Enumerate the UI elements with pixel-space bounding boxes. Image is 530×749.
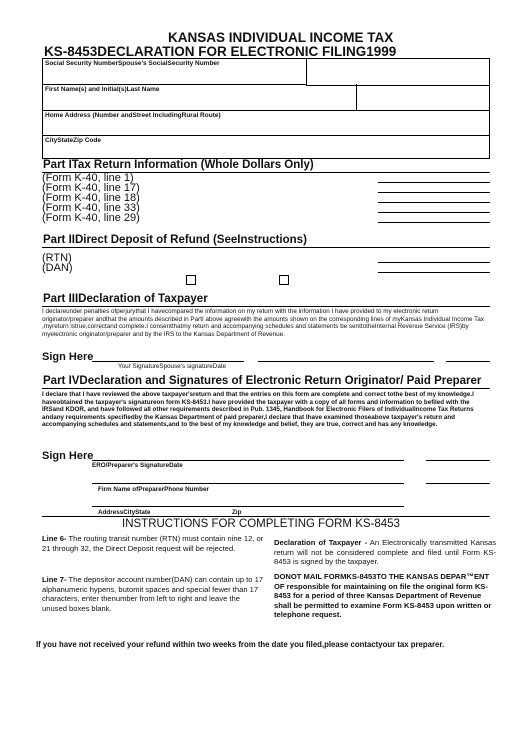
taxpayer-info-box xyxy=(42,58,490,159)
instructions-heading: INSTRUCTIONS FOR COMPLETING FORM KS-8453 xyxy=(122,518,400,530)
taxpayer-sign-here: Sign Here xyxy=(42,351,94,363)
last-name-field[interactable] xyxy=(356,84,490,111)
amount-field-3[interactable] xyxy=(378,202,490,203)
line-17-label: (Form K-40, line 17) xyxy=(42,182,140,194)
firm-caption: Firm Name ofPreparerPhone Number xyxy=(98,486,209,493)
preparer-sign-here: Sign Here xyxy=(42,450,94,462)
ero-date-line[interactable] xyxy=(426,460,490,461)
amount-field-2[interactable] xyxy=(378,192,490,193)
name-label: First Name(s) and Initial(s)Last Name xyxy=(45,86,160,93)
part1-heading: Part ITax Return Information (Whole Dollars Only) xyxy=(43,159,314,171)
taxpayer-signature-line[interactable] xyxy=(92,361,244,362)
rtn-field[interactable] xyxy=(378,262,490,263)
line6-label: Line 6- xyxy=(42,534,67,543)
line6-text: The routing transit number (RTN) must contain nine 12, or 21 through 32, the Direct Deposit request will be rejected. xyxy=(42,534,264,553)
line-29-label: (Form K-40, line 29) xyxy=(42,212,140,224)
declaration-text: An Electronically transmitted Kansas return will not be considered complete and filed until Form KS-8453 is signed by the taxpayer. xyxy=(274,538,496,566)
spouse-signature-line[interactable] xyxy=(258,361,434,362)
part3-rule xyxy=(42,306,490,307)
name-field[interactable] xyxy=(42,84,357,111)
form-title: KANSAS INDIVIDUAL INCOME TAX xyxy=(168,30,394,45)
checking-checkbox[interactable] xyxy=(186,275,196,285)
phone-line[interactable] xyxy=(426,483,490,484)
line-33-label: (Form K-40, line 33) xyxy=(42,202,140,214)
address-label: Home Address (Number andStreet IncludingRural Route) xyxy=(45,112,221,119)
part3-heading: Part IIIDeclaration of Taxpayer xyxy=(43,293,208,305)
ssn-label: Social Security NumberSpouse's SocialSecurity Number xyxy=(45,60,220,67)
ero-caption: ERO/Preparer's SignatureDate xyxy=(92,462,183,469)
line7-label: Line 7- xyxy=(42,575,67,584)
taxpayer-sig-caption: Your SignatureSpouse's signatureDate xyxy=(118,363,227,370)
part4-declaration-text: I declare that I have reviewed the above taxpayer'sreturn and that the entries on this form are complete and correct tothe best of my knowledge.I haveobtained the taxpayer's signatureon form KS-8453.I have provided the taxpayer with a copy of all forms and information to befiled with the IRSand KDOR, and have followed all other requirements described in Pub. 1345, Handbook for Electronic Filers of IndividualIncome Tax Returns andany requirements specifiedby the Kansas Department of paid preparer,I declare that Ihave examined thoseabove taxpayer's return and accompanying schedules and statements,and to the best of my knowledge and belief, they are true, correct and has any knowledge. xyxy=(42,391,474,429)
part4-rule xyxy=(42,388,490,389)
ssn-field[interactable] xyxy=(42,58,307,85)
refund-footer-note: If you have not received your refund within two weeks from the date you filed,please contactyour tax preparer. xyxy=(36,640,445,649)
declaration-label: Declaration of Taxpayer - xyxy=(274,538,368,547)
line6-instruction xyxy=(42,534,264,553)
rtn-label: (RTN) xyxy=(42,252,72,264)
zip-caption: Zip xyxy=(232,509,242,516)
dan-label: (DAN) xyxy=(42,262,73,274)
line-1-label: (Form K-40, line 1) xyxy=(42,172,134,184)
amount-field-5[interactable] xyxy=(378,222,490,223)
declaration-instruction xyxy=(274,538,496,567)
part3-declaration-text: I declareunder penalties ofperjurythat I havecompared the information on my return with the information I have provided to my electronic return originator/preparer andthat the amounts described in PartI above agreewith the amounts shown on the corresponding lines of myKansas Individual Income Tax ,myreturn istrue,correctand complete.I consentthatmy return and accompanying schedules and statements be senttotheInternal Revenue Service (IRS)by myelectronic originator/preparer and by the IRS to the Kansas Department of Revenue. xyxy=(42,308,484,338)
taxpayer-date-line[interactable] xyxy=(446,361,490,362)
firm-name-line[interactable] xyxy=(92,483,404,484)
dan-field[interactable] xyxy=(378,272,490,273)
savings-checkbox[interactable] xyxy=(279,275,289,285)
part2-heading: Part IIDirect Deposit of Refund (SeeInstructions) xyxy=(43,234,307,246)
address-field[interactable] xyxy=(42,110,490,136)
do-not-mail-instruction: DONOT MAIL FORMKS-8453TO THE KANSAS DEPAR™ENT OF responsible for maintaining on file the original form KS-8453 for a period of three Kansas Department of Revenue shall be permitted to examine Form KS-8453 upon written or telephone request. xyxy=(274,572,492,619)
city-label: CityStateZip Code xyxy=(45,137,101,144)
part4-heading: Part IVDeclaration and Signatures of Electronic Return Originator/ Paid Preparer xyxy=(43,375,482,387)
ero-signature-line[interactable] xyxy=(92,460,404,461)
form-subtitle: KS-8453DECLARATION FOR ELECTRONIC FILING1999 xyxy=(44,44,397,59)
part1-lines xyxy=(42,173,372,223)
part2-rule xyxy=(42,247,490,248)
instructions-rule xyxy=(42,516,490,517)
address-caption: AddressCityState xyxy=(98,509,151,516)
line-18-label: (Form K-40, line 18) xyxy=(42,192,140,204)
line7-instruction xyxy=(42,575,264,613)
amount-field-1[interactable] xyxy=(378,182,490,183)
amount-field-4[interactable] xyxy=(378,212,490,213)
line7-text: The depositor account number(DAN) can contain up to 17 alphanumeric hypens, butomit spaces and special fewer than 17 characters, enter thenumber from left to right and leave the unused boxes blank. xyxy=(42,575,264,613)
address-line[interactable] xyxy=(92,506,404,507)
spouse-ssn-field[interactable] xyxy=(306,59,490,86)
